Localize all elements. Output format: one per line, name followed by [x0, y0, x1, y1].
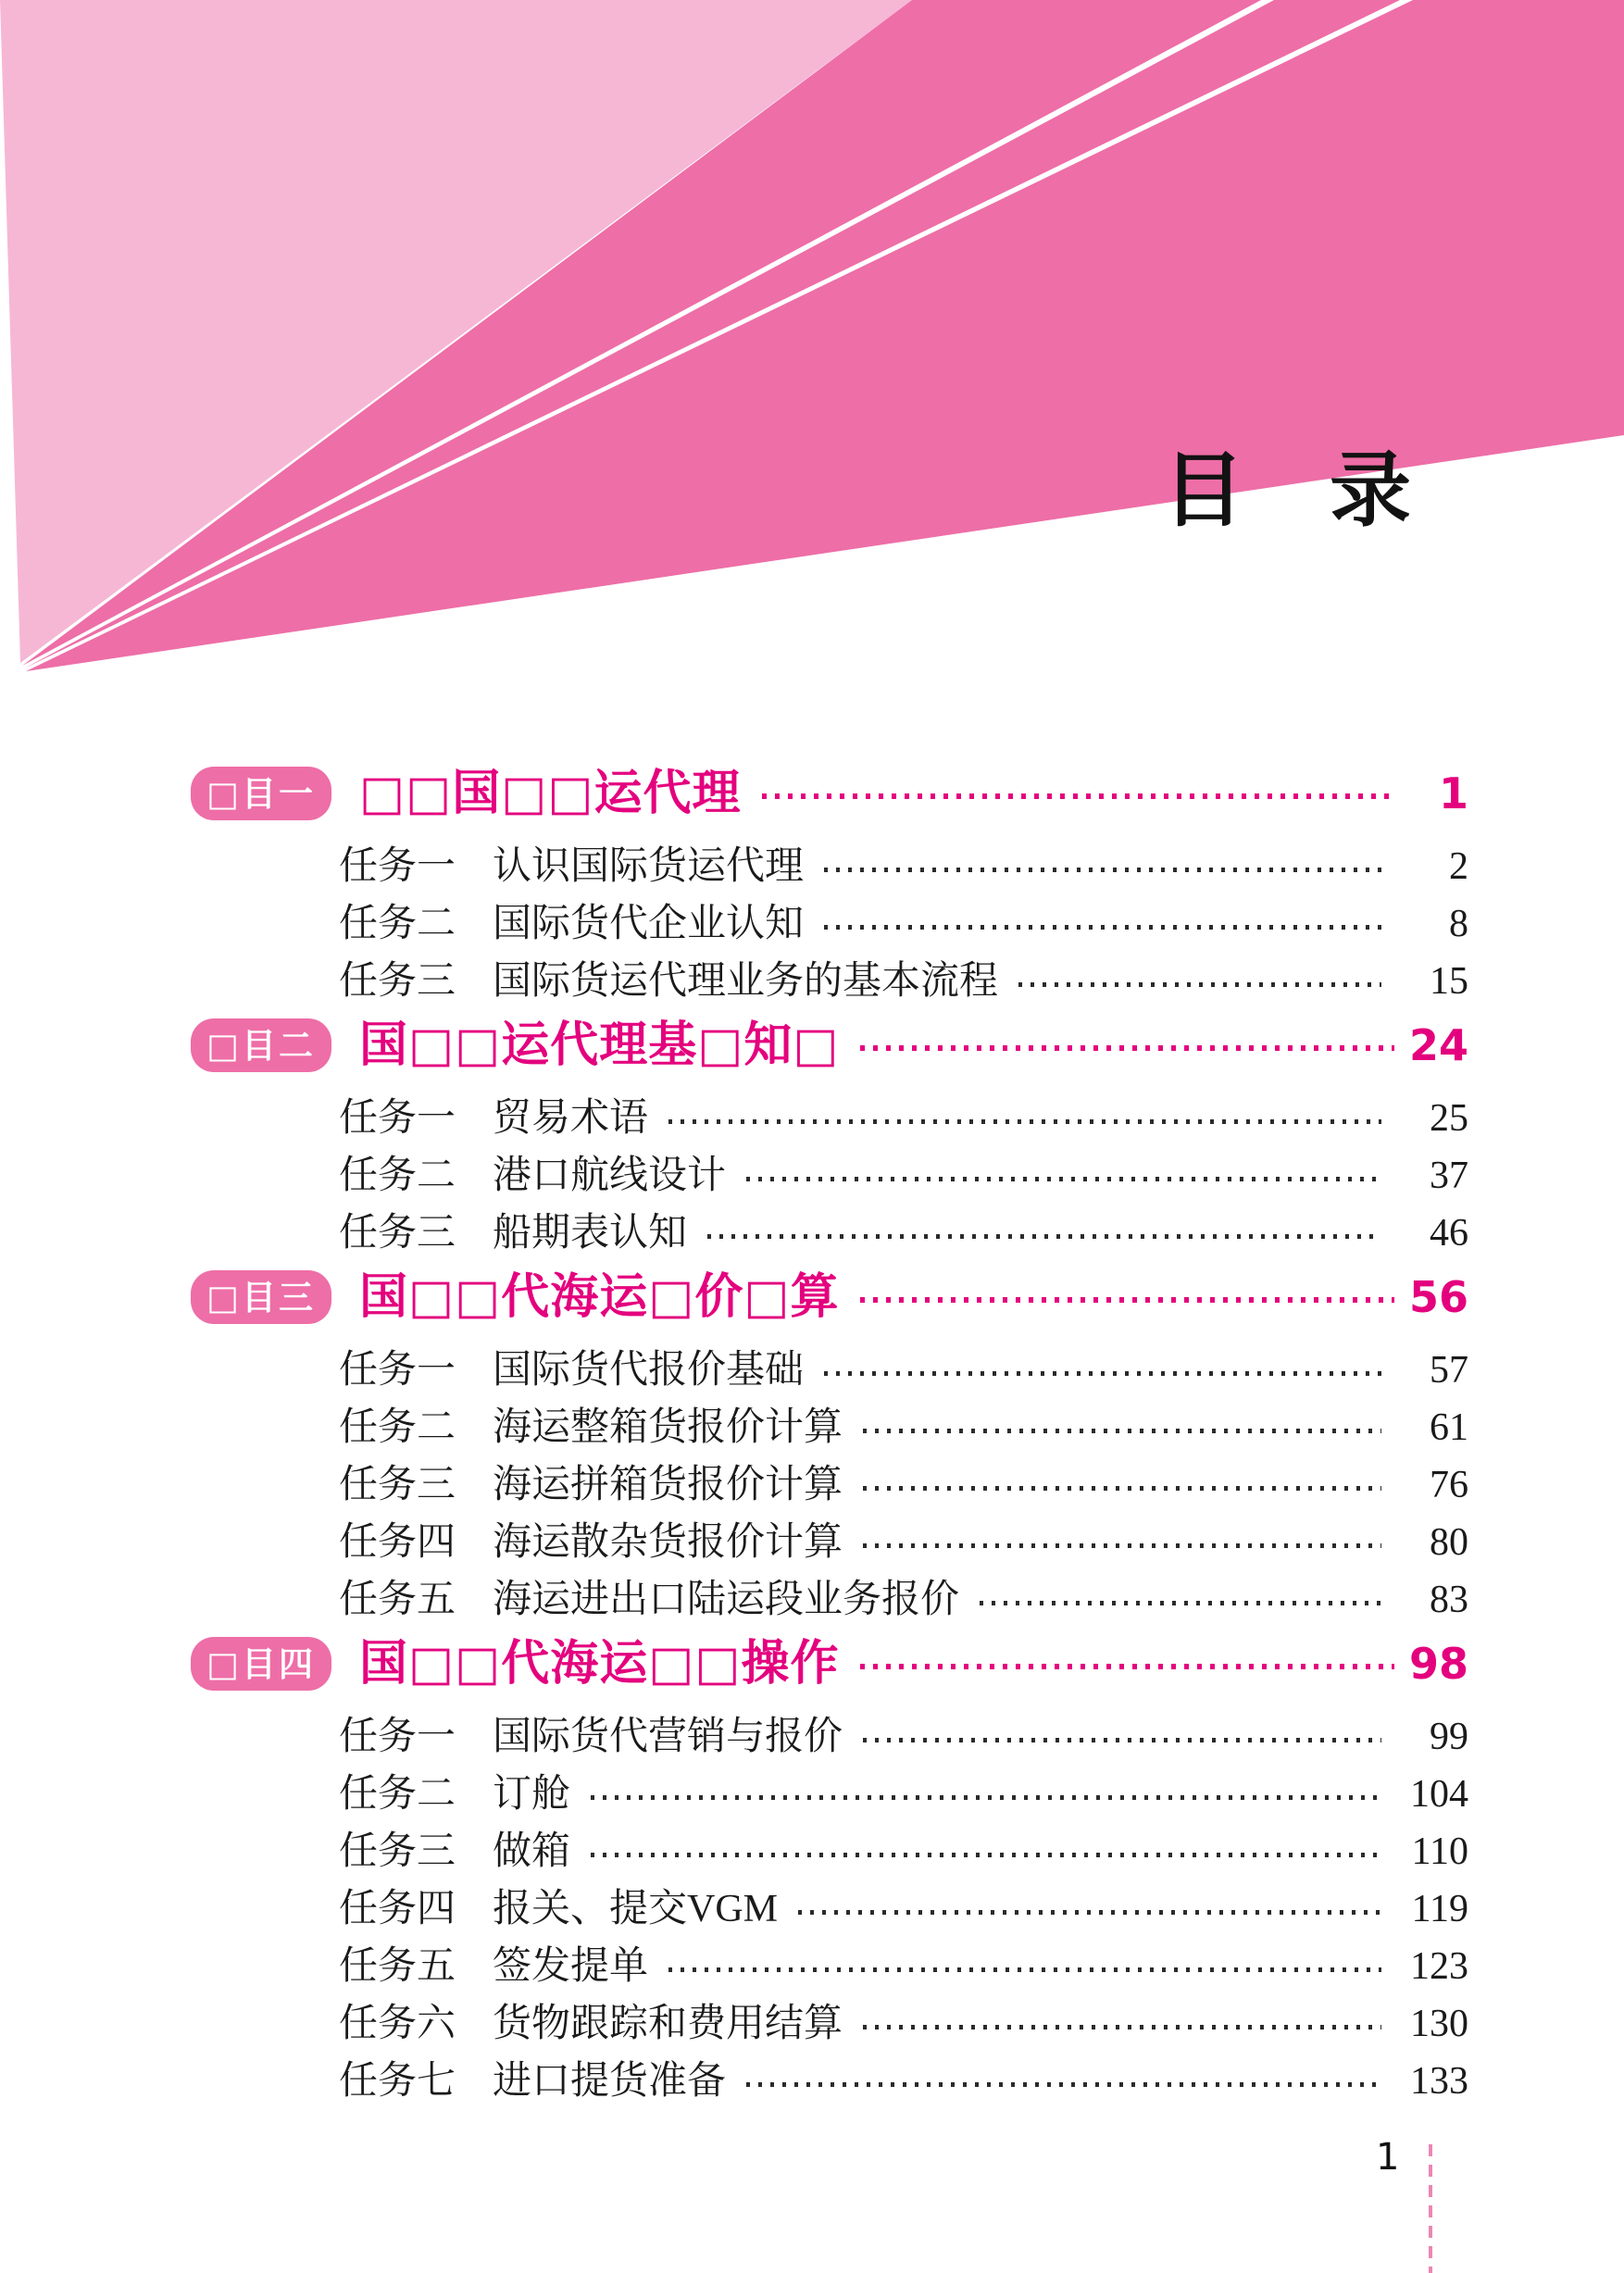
toc-section — [191, 1015, 1468, 1262]
task-label: 任务一 — [339, 1349, 456, 1392]
dot-leader-dark — [980, 1601, 1381, 1605]
toc-task-row — [191, 1342, 1468, 1399]
dot-leader-dark — [824, 868, 1381, 872]
toc-task-row — [191, 1456, 1468, 1514]
task-label: 任务二 — [339, 1406, 456, 1449]
dot-leader-pink — [860, 1045, 1394, 1051]
task-page-number: 133 — [1410, 2060, 1468, 2103]
section-badge: □目二 — [191, 1018, 331, 1072]
task-page-number: 83 — [1430, 1579, 1468, 1621]
task-title: 做箱 — [493, 1830, 571, 1873]
dot-leader-pink — [860, 1664, 1394, 1669]
task-page-number: 37 — [1430, 1155, 1468, 1197]
task-title: 港口航线设计 — [493, 1155, 727, 1197]
task-label: 任务五 — [339, 1579, 456, 1621]
section-badge: □目四 — [191, 1637, 331, 1691]
dot-leader-dark — [863, 1543, 1381, 1548]
section-header-row — [191, 1633, 1468, 1694]
task-title: 船期表认知 — [493, 1212, 688, 1255]
dot-leader-dark — [746, 2082, 1381, 2087]
dot-leader-pink — [762, 793, 1394, 799]
toc-task-row — [191, 1205, 1468, 1262]
task-page-number: 76 — [1430, 1464, 1468, 1506]
dot-leader-dark — [863, 2025, 1381, 2029]
task-title: 国际货代报价基础 — [493, 1349, 805, 1392]
task-page-number: 25 — [1430, 1097, 1468, 1140]
toc-task-row — [191, 953, 1468, 1010]
dot-leader-dark — [863, 1486, 1381, 1491]
task-page-number: 8 — [1449, 903, 1468, 945]
task-title: 海运拼箱货报价计算 — [493, 1464, 843, 1506]
task-label: 任务三 — [339, 960, 456, 1003]
footer-dashed-rule — [1429, 2144, 1432, 2273]
task-label: 任务一 — [339, 1716, 456, 1758]
task-label: 任务五 — [339, 1945, 456, 1988]
section-page-number: 98 — [1408, 1639, 1468, 1689]
task-page-number: 61 — [1430, 1406, 1468, 1449]
section-badge: □目三 — [191, 1270, 331, 1324]
toc-task-row — [191, 1995, 1468, 2053]
section-title: □□国□□运代理 — [359, 766, 742, 821]
task-page-number: 130 — [1410, 2003, 1468, 2045]
dot-leader-pink — [860, 1297, 1394, 1303]
toc-task-row — [191, 1708, 1468, 1766]
task-title: 进口提货准备 — [493, 2060, 727, 2103]
dot-leader-dark — [591, 1795, 1381, 1800]
task-label: 任务七 — [339, 2060, 456, 2103]
task-label: 任务一 — [339, 1097, 456, 1140]
section-task-list — [191, 1342, 1468, 1629]
task-page-number: 57 — [1430, 1349, 1468, 1392]
toc-task-row — [191, 1571, 1468, 1629]
task-label: 任务三 — [339, 1464, 456, 1506]
section-header-row — [191, 763, 1468, 824]
dot-leader-dark — [798, 1910, 1381, 1915]
section-title: 国□□运代理基□知□ — [359, 1018, 840, 1073]
dot-leader-dark — [824, 1371, 1381, 1376]
task-page-number: 2 — [1449, 845, 1468, 888]
task-label: 任务一 — [339, 845, 456, 888]
corner-ribbon-decoration — [0, 0, 1624, 685]
task-page-number: 104 — [1410, 1773, 1468, 1816]
dot-leader-dark — [668, 1119, 1381, 1124]
task-title: 海运散杂货报价计算 — [493, 1521, 843, 1564]
section-task-list — [191, 1708, 1468, 2110]
toc-task-row — [191, 1823, 1468, 1880]
task-title: 报关、提交VGM — [493, 1888, 779, 1930]
task-title: 国际货运代理业务的基本流程 — [493, 960, 999, 1003]
toc-task-row — [191, 1514, 1468, 1571]
task-title: 签发提单 — [493, 1945, 649, 1988]
dot-leader-dark — [863, 1738, 1381, 1742]
task-page-number: 99 — [1430, 1716, 1468, 1758]
dot-leader-dark — [746, 1177, 1381, 1181]
folio-page-number: 1 — [1376, 2136, 1400, 2179]
dot-leader-dark — [824, 925, 1381, 930]
task-label: 任务二 — [339, 1155, 456, 1197]
section-header-row — [191, 1267, 1468, 1328]
toc-section — [191, 763, 1468, 1010]
task-page-number: 119 — [1411, 1888, 1468, 1930]
task-label: 任务四 — [339, 1888, 456, 1930]
toc-task-row — [191, 1090, 1468, 1147]
section-page-number: 24 — [1408, 1020, 1468, 1070]
toc-section — [191, 1633, 1468, 2110]
task-title: 国际货代营销与报价 — [493, 1716, 843, 1758]
section-task-list — [191, 838, 1468, 1010]
task-page-number: 123 — [1410, 1945, 1468, 1988]
section-header-row — [191, 1015, 1468, 1076]
task-label: 任务三 — [339, 1212, 456, 1255]
toc-task-row — [191, 1147, 1468, 1205]
task-label: 任务三 — [339, 1830, 456, 1873]
toc-task-row — [191, 2053, 1468, 2110]
dot-leader-dark — [668, 1967, 1381, 1972]
section-page-number: 1 — [1438, 768, 1468, 818]
task-title: 订舱 — [493, 1773, 571, 1816]
dot-leader-dark — [1018, 982, 1381, 987]
toc-task-row — [191, 895, 1468, 953]
task-title: 海运进出口陆运段业务报价 — [493, 1579, 960, 1621]
task-label: 任务六 — [339, 2003, 456, 2045]
toc-task-row — [191, 1399, 1468, 1456]
task-label: 任务二 — [339, 903, 456, 945]
section-title: 国□□代海运□□操作 — [359, 1636, 840, 1692]
dot-leader-dark — [707, 1234, 1381, 1239]
task-title: 国际货代企业认知 — [493, 903, 805, 945]
toc-task-row — [191, 1938, 1468, 1995]
task-page-number: 46 — [1430, 1212, 1468, 1255]
task-title: 海运整箱货报价计算 — [493, 1406, 843, 1449]
task-label: 任务二 — [339, 1773, 456, 1816]
dot-leader-dark — [591, 1853, 1381, 1857]
task-title: 货物跟踪和费用结算 — [493, 2003, 843, 2045]
toc-task-row — [191, 1766, 1468, 1823]
task-page-number: 110 — [1411, 1830, 1468, 1873]
toc-task-row — [191, 838, 1468, 895]
section-badge: □目一 — [191, 767, 331, 820]
task-page-number: 15 — [1430, 960, 1468, 1003]
dot-leader-dark — [863, 1429, 1381, 1433]
section-title: 国□□代海运□价□算 — [359, 1269, 840, 1325]
task-title: 认识国际货运代理 — [493, 845, 805, 888]
page-title: 目 录 — [1162, 443, 1413, 538]
toc-list — [191, 763, 1468, 2110]
task-page-number: 80 — [1430, 1521, 1468, 1564]
toc-section — [191, 1267, 1468, 1629]
task-label: 任务四 — [339, 1521, 456, 1564]
section-page-number: 56 — [1408, 1272, 1468, 1322]
section-task-list — [191, 1090, 1468, 1262]
toc-task-row — [191, 1880, 1468, 1938]
task-title: 贸易术语 — [493, 1097, 649, 1140]
